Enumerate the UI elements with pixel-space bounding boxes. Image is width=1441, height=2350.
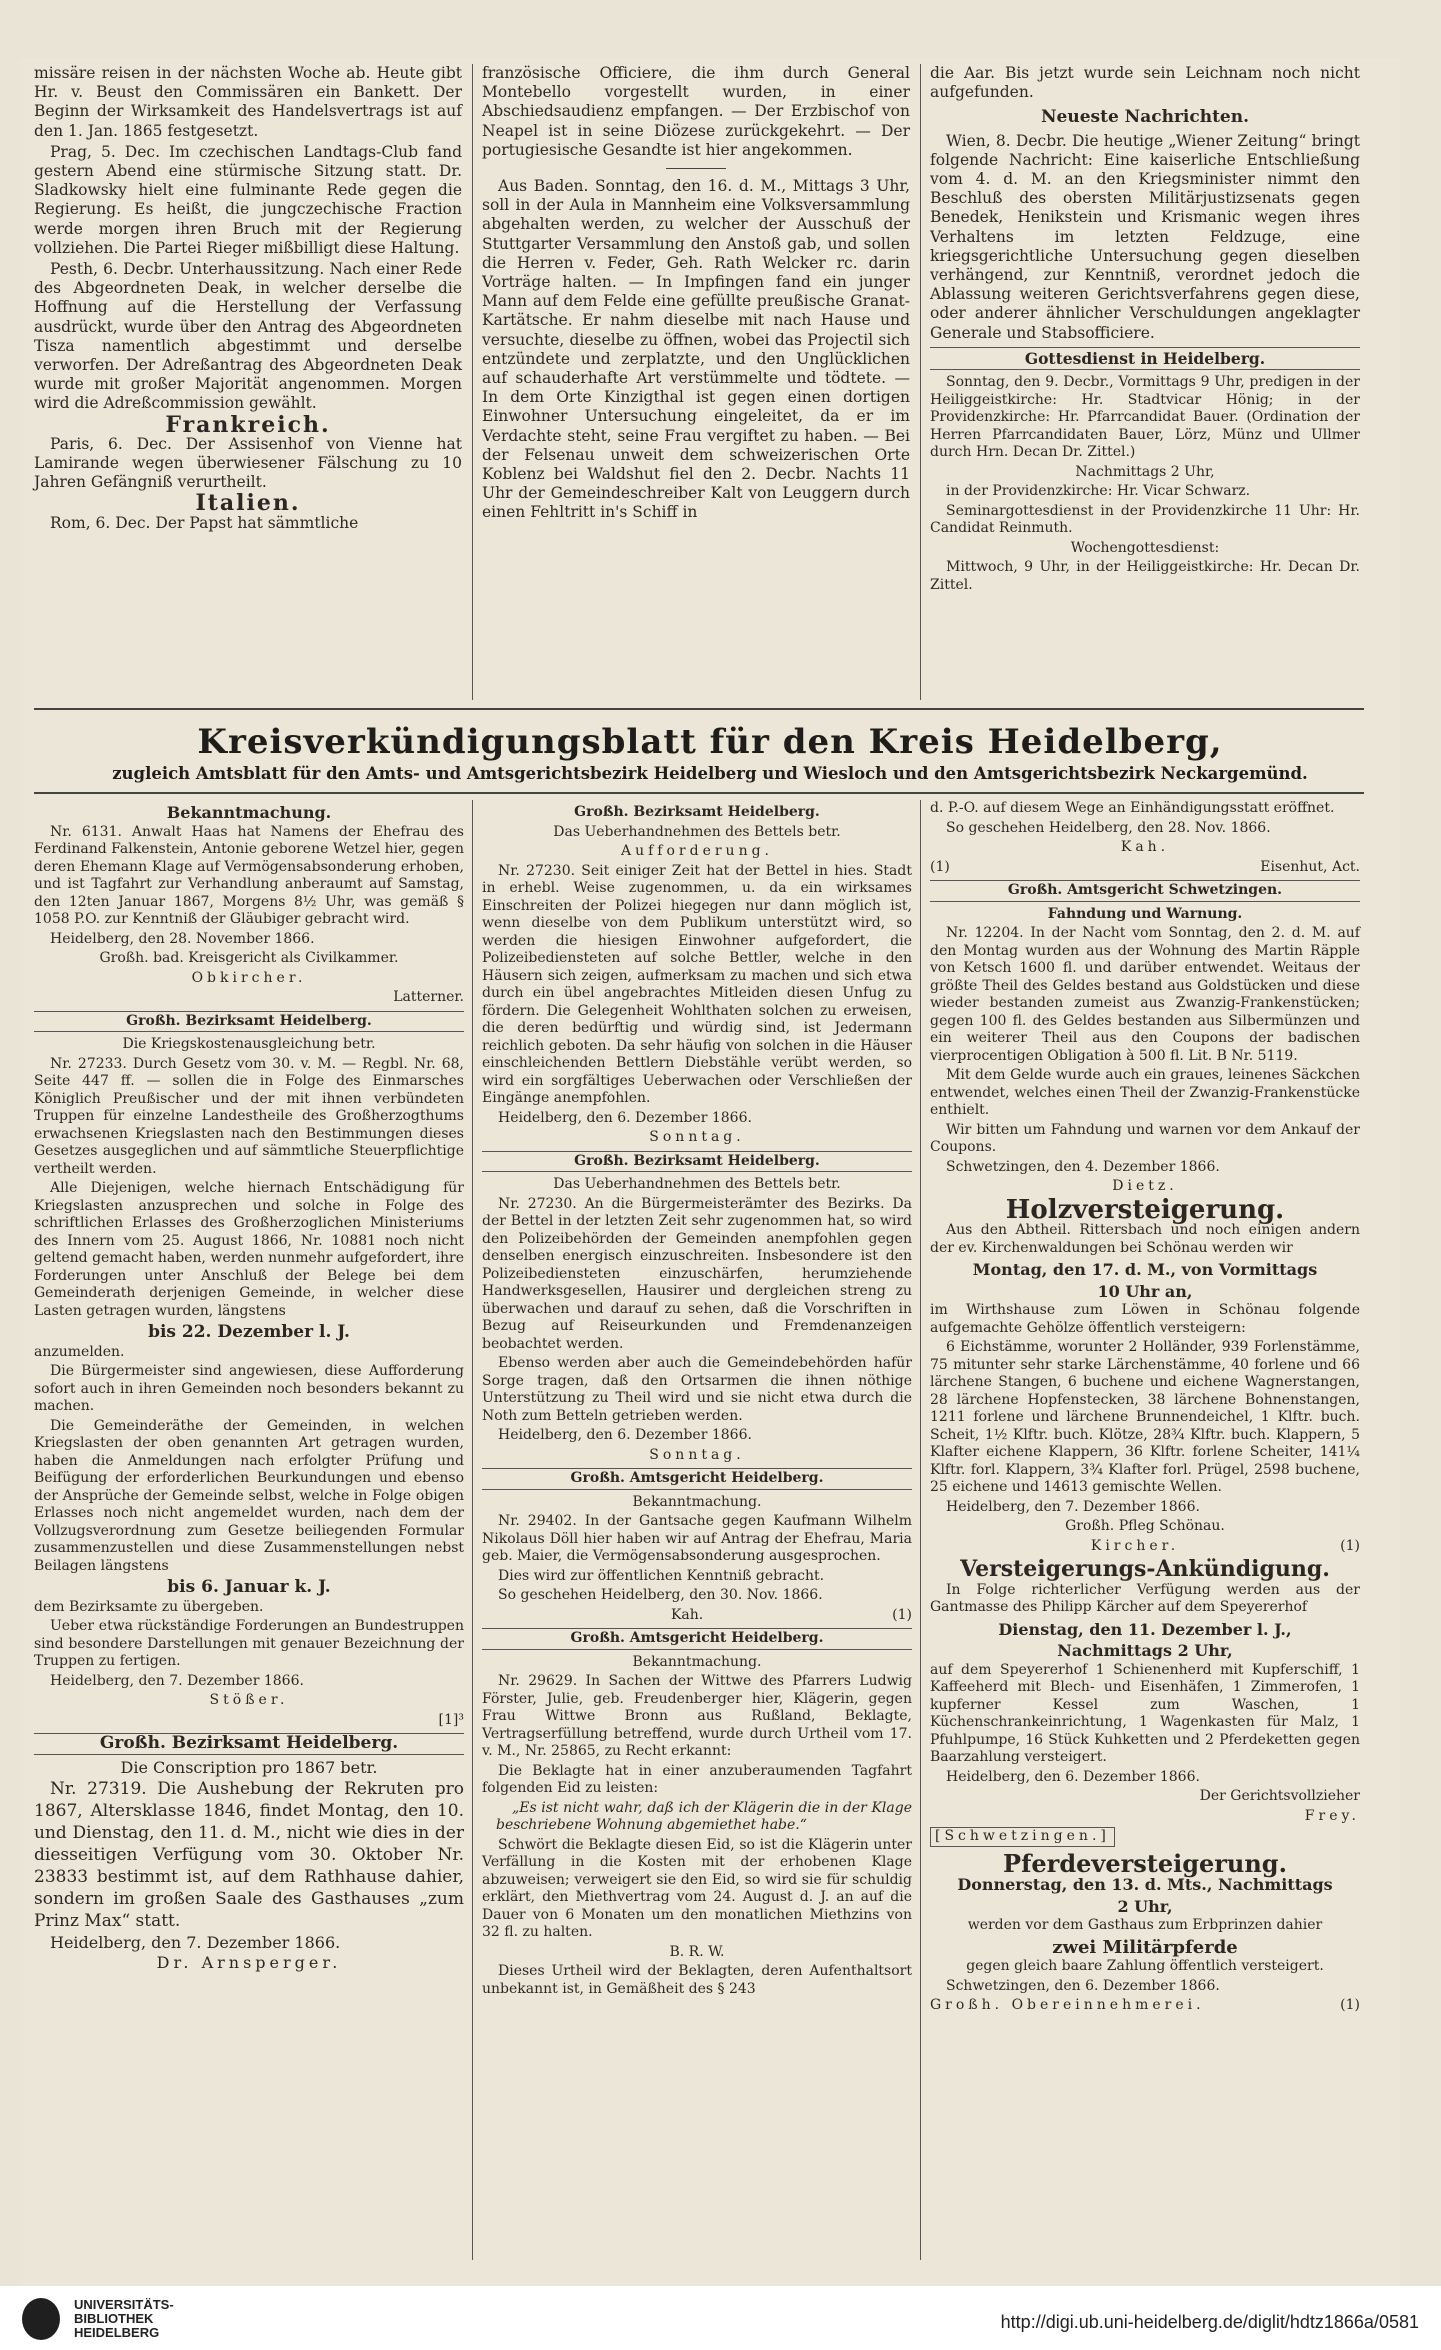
notice-text: Aus den Abtheil. Rittersbach und noch einigen andern der ev. Kirchenwaldungen bei Schönau werden wir <box>930 1222 1360 1256</box>
notice-signature: Sonntag. <box>649 1129 745 1145</box>
notice-signature: Stößer. <box>209 1692 289 1708</box>
section-heading-france: Frankreich. <box>165 411 331 438</box>
notice-mark-line <box>930 859 1360 877</box>
notice-text: d. P.-O. auf diesem Wege an Einhändigungsstatt eröffnet. <box>930 800 1335 816</box>
notice-text: Nr. 29402. In der Gantsache gegen Kaufmann Wilhelm Nikolaus Döll hier haben wir auf Antrag der Ehefrau, Maria geb. Maier, die Vermögensabsonderung ausgesprochen. <box>482 1513 912 1564</box>
notice-signature: Kircher. <box>1090 1537 1180 1554</box>
notice-signature: Dietz. <box>1112 1178 1178 1194</box>
notice-text: Heidelberg, den 7. Dezember 1866. <box>50 1933 341 1952</box>
article-text: missäre reisen in der nächsten Woche ab. Heute gibt Hr. v. Beust den Commissären ein Bankett. Der Beginn der Wirksamkeit des Handelsvertrags ist auf den 1. Jan. 1865 festgesetzt. <box>34 64 462 140</box>
article-text: Pesth, 6. Decbr. Unterhaussitzung. Nach einer Rede des Abgeordneten Deak, in welcher derselbe die Hoffnung auf die Herstellung der Verfassung ausdrückt, wurde über den Antrag des Abgeordneten Tisza namentlich abgestimmt und derselbe verworfen. Der Adreßantrag des Abgeordneten Deak wurde mit großer Majorität angenommen. Morgen wird die Adreßcommission gewählt. <box>34 260 462 413</box>
notice-subject: Das Ueberhandnehmen des Bettels betr. <box>553 823 841 840</box>
notice-signature: Kah. <box>670 1606 704 1623</box>
church-text: in der Providenzkirche: Hr. Vicar Schwarz. <box>946 483 1251 500</box>
notice-text: Nr. 29629. In Sachen der Wittwe des Pfarrers Ludwig Förster, Julie, geb. Freudenberger hier, Klägerin, gegen Frau Wittwe Bronn aus Rußland, Beklagte, Vertragserfüllung betreffend, wurde durch Urtheil vom 17. v. M., Nr. 25865, zu Recht erkannt: <box>482 1673 912 1759</box>
article-text: Prag, 5. Dec. Im czechischen Landtags-Club fand gestern Abend eine stürmische Sitzung statt. Dr. Sladkowsky hielt eine fulminante Rede gegen die Regierung. Es heißt, die jungczechische Fraction werde morgen ihren Bruch mit der Regierung vollziehen. Die Partei Rieger mißbilligt diese Haltung. <box>34 142 462 257</box>
banner-subtitle: zugleich Amtsblatt für den Amts- und Amtsgerichtsbezirk Heidelberg und Wiesloch und den Amtsgerichtsbezirk Neckargemünd. <box>112 764 1308 783</box>
notice-text: dem Bezirksamte zu übergeben. <box>34 1598 264 1615</box>
notice-text: Dieses Urtheil wird der Beklagten, deren Aufenthaltsort unbekannt ist, in Gemäßheit des § 243 <box>482 1963 912 1997</box>
notice-text: Die Bürgermeister sind angewiesen, diese Aufforderung sofort auch in ihren Gemeinden noch besonders bekannt zu machen. <box>34 1363 464 1414</box>
notice-text: Dies wird zur öffentlichen Kenntniß gebracht. <box>498 1567 825 1584</box>
notice-text: Großh. Pfleg Schönau. <box>1065 1518 1225 1534</box>
notice-heading: Bekanntmachung. <box>166 803 332 822</box>
column-rule <box>920 800 921 2260</box>
notice-text: Heidelberg, den 7. Dezember 1866. <box>50 1672 304 1689</box>
notice-text: Nr. 12204. In der Nacht vom Sonntag, den 2. d. M. auf den Montag wurden aus der Wohnung des Martin Räpple von Ketsch 1600 fl. und darüber entwendet. Weitaus der größte Theil des Geldes bestand aus Goldstücken und diese wieder bestanden zumeist aus Zwanzig-Frankenstücken; gegen 100 fl. des Geldes bestanden aus Silbermünzen und ein weiterer Theil aus den Coupons der badischen vierprocentigen Obligation à 500 fl. Lit. B Nr. 5119. <box>930 925 1360 1064</box>
section-divider <box>34 708 1364 710</box>
notice-text: So geschehen Heidelberg, den 28. Nov. 1866. <box>946 819 1271 836</box>
notice-text: Die Beklagte hat in einer anzuberaumenden Tagfahrt folgenden Eid zu leisten: <box>482 1762 912 1796</box>
church-service-heading: Gottesdienst in Heidelberg. <box>930 347 1360 370</box>
notice-mark: (1) <box>892 1606 912 1623</box>
notice-heading: Großh. Amtsgericht Schwetzingen. <box>930 880 1360 902</box>
notice-signature: Großh. Obereinnehmerei. <box>930 1997 1205 2013</box>
notice-signature-line <box>930 1997 1360 2015</box>
source-url-link[interactable]: http://digi.ub.uni-heidelberg.de/diglit/hdtz1866a/0581 <box>1000 2312 1419 2332</box>
banner-title: Kreisverkündigungsblatt für den Kreis Heidelberg, <box>197 722 1223 762</box>
notice-text: Heidelberg, den 7. Dezember 1866. <box>946 1498 1200 1515</box>
notice-text: Nr. 27233. Durch Gesetz vom 30. v. M. — Regbl. Nr. 68, Seite 447 ff. — sollen die in Folge des Einmarsches Königlich Preußischer und der mit ihnen verbündeten Truppen für einzelne Landestheile des Großherzogthums erwachsenen Kriegslasten nach den Bestimmungen dieses Gesetzes ausgeglichen und auf sämmtliche Steuerpflichtige vertheilt werden. <box>34 1055 464 1177</box>
notice-mark: (1) <box>1340 1997 1360 2013</box>
notice-text: So geschehen Heidelberg, den 30. Nov. 1866. <box>498 1587 823 1603</box>
notice-mark: (1) <box>930 858 950 875</box>
library-name-line: BIBLIOTHEK <box>74 2311 154 2326</box>
auction-date: Dienstag, den 11. Dezember l. J., <box>998 1619 1292 1639</box>
notice-signature: Kah. <box>1120 839 1170 855</box>
article-text: französische Officiere, die ihm durch General Montebello vorgestellt wurden, in einer Abschiedsaudienz empfangen. — Der Erzbischof von Neapel ist in seine Diözese zurückgekehrt. — Der portugiesische Gesandte ist hier angekommen. <box>482 64 910 159</box>
separator <box>666 168 726 169</box>
notice-heading: Großh. Amtsgericht Heidelberg. <box>482 1468 912 1490</box>
notice-signature <box>482 1607 912 1625</box>
article-text: Rom, 6. Dec. Der Papst hat sämmtliche <box>50 513 359 532</box>
notice-signature: Eisenhut, Act. <box>1260 858 1360 875</box>
notice-place: [Schwetzingen.] <box>930 1827 1115 1847</box>
notice-text: Die Gemeinderäthe der Gemeinden, in welchen Kriegslasten der oben genannten Art getragen wurden, haben die Anmeldungen nach erfolgter Prüfung und Beifügung der erforderlichen Beurkundungen und ebenso der Ansprüche der Gemeinde selbst, welche in Folge obigen Erlasses noch nicht angemeldet wurden, nach dem der Vollzugsverordnung zum Gesetze beiliegenden Formular zusammenzustellen und diese Zusammenstellungen nebst Beilagen längstens <box>34 1417 464 1574</box>
column-rule <box>472 800 473 2260</box>
notice-text: Ueber etwa rückständige Forderungen an Bundestruppen sind besondere Darstellungen mit genauer Bezeichnung der Truppen zu fertigen. <box>34 1618 464 1669</box>
notice-text: Nr. 27319. Die Aushebung der Rekruten pro 1867, Altersklasse 1846, findet Montag, den 10. und Dienstag, den 11. d. M., nicht wie dies in der diesseitigen Verfügung vom 30. Oktober Nr. 23833 bestimmt ist, auf dem Rathhause dahier, sondern im großen Saale des Gasthauses „zum Prinz Max“ statt. <box>34 1779 464 1931</box>
top-column-3 <box>930 64 1360 596</box>
library-logo-icon <box>22 2298 60 2340</box>
auction-date: Montag, den 17. d. M., von Vormittags <box>972 1260 1318 1279</box>
notice-text: Nr. 27230. Seit einiger Zeit hat der Bettel in hies. Stadt in erhebl. Weise zugenommen, u. da ein wirksames Einschreiten der Polizei hiegegen nur dann möglich ist, wenn dieselbe von dem Publikum unterstützt wird, so werden die hiesigen Einwohner aufgefordert, die Polizeibediensteten auf solche Bettler, welche in den Häusern sich zeigen, aufmerksam zu machen und sich etwa durch ein übel angebrachtes Mitleiden diesen Unfug zu fördern. Die Gelegenheit Wohlthaten solchen zu erweisen, die deren bedürftig und würdig sind, ist Jedermann reichlich geboten. Da sehr häufig von solchen in die Häuser einschleichenden Bettlern Diebstähle verübt werden, so wird ein sorgfältiges Ueberwachen oder Verschließen der Eingänge anempfohlen. <box>482 862 912 1106</box>
notice-text: Wir bitten um Fahndung und warnen vor dem Ankauf der Coupons. <box>930 1121 1360 1155</box>
notice-text: gegen gleich baare Zahlung öffentlich versteigert. <box>966 1958 1324 1974</box>
notice-subject: Fahndung und Warnung. <box>1047 905 1243 922</box>
top-column-1 <box>34 64 462 535</box>
notice-text: In Folge richterlicher Verfügung werden aus der Gantmasse des Philipp Kärcher auf dem Speyererhof <box>930 1581 1360 1615</box>
notice-mark: (1) <box>1340 1537 1360 1554</box>
notice-text: B. R. W. <box>669 1943 725 1960</box>
notice-text: Großh. bad. Kreisgericht als Civilkammer. <box>99 950 399 966</box>
latest-news-heading: Neueste Nachrichten. <box>1040 107 1250 128</box>
notice-text: Heidelberg, den 28. November 1866. <box>50 930 315 947</box>
notice-text: Heidelberg, den 6. Dezember 1866. <box>498 1109 752 1126</box>
notice-heading: Großh. Bezirksamt Heidelberg. <box>574 804 820 820</box>
library-name <box>74 2298 174 2340</box>
church-text: Wochengottesdienst: <box>1070 539 1220 556</box>
notice-subject: Die Conscription pro 1867 betr. <box>120 1757 378 1777</box>
church-text: Mittwoch, 9 Uhr, in der Heiliggeistkirche: Hr. Decan Dr. Zittel. <box>930 559 1360 593</box>
auction-date: Donnerstag, den 13. d. Mts., Nachmittags <box>957 1875 1333 1894</box>
church-text: Sonntag, den 9. Decbr., Vormittags 9 Uhr, predigen in der Heiliggeistkirche: Hr. Stadtvicar Hönig; in der Providenzkirche: Hr. Pfarrcandidat Bauer. (Ordination der Herren Pfarrcandidaten Bauer, Lörz, Münz und Ullmer durch Hrn. Decan Dr. Zittel.) <box>930 374 1360 461</box>
notice-signature: Latterner. <box>393 989 464 1005</box>
notice-signature-line <box>930 1538 1360 1556</box>
notice-text: Heidelberg, den 6. Dezember 1866. <box>946 1768 1200 1785</box>
section-divider <box>34 792 1364 794</box>
notice-heading: Großh. Bezirksamt Heidelberg. <box>34 1011 464 1033</box>
article-text: Paris, 6. Dec. Der Assisenhof von Vienne hat Lamirande wegen überwiesener Fälschung zu 10 Jahren Gefängniß verurtheilt. <box>34 434 462 492</box>
notice-text: Schwetzingen, den 6. Dezember 1866. <box>946 1977 1220 1994</box>
notice-text: Der Gerichtsvollzieher <box>1199 1788 1360 1804</box>
auction-time: 2 Uhr, <box>1117 1896 1173 1916</box>
church-text: Seminargottesdienst in der Providenzkirche 11 Uhr: Hr. Candidat Reinmuth. <box>930 502 1360 537</box>
notice-heading: Großh. Amtsgericht Heidelberg. <box>482 1628 912 1650</box>
notice-text: auf dem Speyererhof 1 Schienenherd mit Kupferschiff, 1 Kaffeeherd mit Blech- und Eisenhäfen, 1 Zimmerofen, 1 kupferner Kessel zum Waschen, 1 Küchenschrankeinrichtung, 1 Wagenkasten für Malz, 1 Pfuhlpumpe, 16 Stück Kuhketten und 2 Pferdeketten gegen Baarzahlung versteigert. <box>930 1661 1360 1765</box>
notice-signature: Frey. <box>1304 1807 1360 1824</box>
notice-text: anzumelden. <box>34 1343 125 1360</box>
footer-bar <box>0 2286 1441 2350</box>
notice-mark: [1]³ <box>438 1711 464 1728</box>
column-rule <box>920 64 921 700</box>
notice-subject: Das Ueberhandnehmen des Bettels betr. <box>553 1176 841 1192</box>
notice-subject: Bekanntmachung. <box>632 1493 762 1510</box>
notice-text: Mit dem Gelde wurde auch ein graues, leinenes Säckchen entwendet, welches einen Theil der Zwanzig-Frankenstücke enthielt. <box>930 1067 1360 1118</box>
notice-text: im Wirthshause zum Löwen in Schönau folgende aufgemachte Gehölze öffentlich versteigern: <box>930 1302 1360 1336</box>
auction-heading: Pferdeversteigerung. <box>1003 1848 1287 1878</box>
notice-subject: Bekanntmachung. <box>632 1653 762 1670</box>
auction-time: 10 Uhr an, <box>1097 1281 1193 1301</box>
notice-text: Nr. 6131. Anwalt Haas hat Namens der Ehefrau des Ferdinand Falkenstein, Antonie geborene Wetzel hier, gegen deren Ehemann Klage auf Vermögensabsonderung erhoben, und ist Tagfahrt zur Verhandlung anberaumt auf Samstag, den 12ten Januar 1867, Morgens 8½ Uhr, was gemäß § 1058 P.O. zur Kenntniß der Gläubiger gebracht wird. <box>34 823 464 927</box>
notice-text: Schwört die Beklagte diesen Eid, so ist die Klägerin unter Verfällung in die Kosten mit der erhobenen Klage abzuweisen; verweigert sie den Eid, so wird sie für schuldig erklärt, den Miethvertrag vom 24. August d. J. an auf die Dauer von 6 Monaten um den monatlichen Miethzins von 32 fl. zu halten. <box>482 1836 912 1940</box>
top-column-2 <box>482 64 910 525</box>
bottom-column-3 <box>930 800 1360 2017</box>
article-text: Aus Baden. Sonntag, den 16. d. M., Mittags 3 Uhr, soll in der Aula in Mannheim eine Volksversammlung abgehalten werden, zu welcher der Ausschuß der Stuttgarter Versammlung den Anstoß gab, und sollen die Herren v. Feder, Geh. Rath Welcker rc. darin Vorträge halten. — In Impfingen fand ein junger Mann auf dem Felde eine gefüllte preußische Granat-Kartätsche. Er nahm dieselbe mit nach Hause und versuchte, dieselbe zu öffnen, wobei das Projectil sich entzündete und zerplatzte, und den Unglücklichen auf schauderhafte Art verstümmelte und tödtete. — In dem Orte Kinzigthal ist gegen einen dortigen Einwohner Untersuchung eingeleitet, da er im Verdachte steht, seine Frau vergiftet zu haben. — Bei der Felsenau unweit dem schweizerischen Orte Koblenz bei Waldshut fiel den 2. Decbr. Nachts 11 Uhr der Gemeindeschreiber Kalt von Leuggern durch einen Fehltritt in's Schiff in <box>482 177 910 522</box>
bottom-column-1 <box>34 800 464 1973</box>
notice-heading: Großh. Bezirksamt Heidelberg. <box>482 1151 912 1173</box>
auction-heading: Holzversteigerung. <box>1005 1194 1285 1225</box>
notice-signature: Sonntag. <box>649 1446 745 1463</box>
church-text: Nachmittags 2 Uhr, <box>1075 463 1215 480</box>
article-text: die Aar. Bis jetzt wurde sein Leichnam noch nicht aufgefunden. <box>930 64 1360 102</box>
notice-text: werden vor dem Gasthaus zum Erbprinzen dahier <box>967 1917 1323 1933</box>
notice-text: 6 Eichstämme, worunter 2 Holländer, 939 Forlenstämme, 75 mitunter sehr starke Lärchenstämme, 40 forlene und 66 lärchene Stangen, 6 buchene und eichene Wagnerstangen, 28 lärchene Hopfenstecken, 38 lärchene Bohnenstangen, 1211 forlene und lärchene Brunnendeichel, 1 Klftr. buch. Scheit, 1½ Klftr. buch. Klötze, 28¾ Klftr. buch. Klappern, 5 Klafter eichene Klappern, 36 Klftr. forlene Scheiter, 141¼ Klftr. forl. Klappern, 3¾ Klafter forl. Prügel, 2598 buchene, 25 eichene und 14613 gemischte Wellen. <box>930 1339 1360 1495</box>
auction-time: Nachmittags 2 Uhr, <box>1057 1641 1233 1660</box>
notice-heading: Großh. Bezirksamt Heidelberg. <box>34 1733 464 1755</box>
deadline-date: bis 6. Januar k. J. <box>167 1577 331 1597</box>
column-rule <box>472 64 473 700</box>
library-name-line: UNIVERSITÄTS- <box>74 2297 174 2312</box>
deadline-date: bis 22. Dezember l. J. <box>148 1322 350 1342</box>
auction-heading: Versteigerungs-Ankündigung. <box>960 1556 1330 1582</box>
section-heading-italy: Italien. <box>195 490 301 517</box>
notice-signature: Dr. Arnsperger. <box>156 1952 342 1972</box>
notice-text: Nr. 27230. An die Bürgermeisterämter des Bezirks. Da der Bettel in der letzten Zeit sehr zugenommen hat, so wird den Polizeibehörden der Gemeinden anempfohlen gegen denselben energisch einzuschreiten. Insbesondere ist den Polizeibediensteten einzuschärfen, herumziehende Handwerksgesellen, Hausirer und dergleichen streng zu überwachen und darauf zu sehen, daß die Vorschriften in Bezug auf Reiseurkunden und Fremdenanzeigen beobachtet werden. <box>482 1195 912 1352</box>
bottom-column-2 <box>482 800 912 2000</box>
article-text: Wien, 8. Decbr. Die heutige „Wiener Zeitung“ bringt folgende Nachricht: Eine kaiserliche Entschließung vom 4. d. M. an den Kriegsminister nimmt den Beschluß des obersten Militärjustizsenats gegen Benedek, Henikstein und Krismanic wegen ihres Verhaltens im letzten Feldzuge, eine kriegsgerichtliche Untersuchung gegen dieselben verhängend, zur Kenntniß, verordnet jedoch die Ablassung weiteren Gerichtsverfahrens gegen diese, oder anderer ähnlicher Verschuldungen angeklagter Generale und Stabsofficiere. <box>930 131 1360 342</box>
notice-text: Heidelberg, den 6. Dezember 1866. <box>498 1427 752 1443</box>
notice-text: Ebenso werden aber auch die Gemeindebehörden hafür Sorge tragen, daß den Ortsarmen die ihnen nöthige Unterstützung zu Theil wird und sie nicht etwa durch die Noth zum Betteln getrieben werden. <box>482 1355 912 1424</box>
notice-title: Aufforderung. <box>621 843 773 859</box>
notice-signature: Obkircher. <box>191 969 307 986</box>
notice-text: „Es ist nicht wahr, daß ich der Klägerin die in der Klage beschriebene Wohnung abgemiethet habe.“ <box>496 1799 912 1833</box>
notice-text: Schwetzingen, den 4. Dezember 1866. <box>946 1158 1220 1175</box>
notice-subject: Die Kriegskostenausgleichung betr. <box>122 1036 376 1052</box>
notice-text: Alle Diejenigen, welche hiernach Entschädigung für Kriegslasten anzusprechen und solche in Folge des schriftlichen Erlasses des Großherzoglichen Ministeriums des Innern vom 25. August 1866, Nr. 10881 noch nicht geltend gemacht haben, werden nunmehr aufgefordert, ihre Forderungen unter Anschluß der Belege bei dem Gemeinderath derjenigen Gemeinde, in welcher diese Lasten getragen wurden, längstens <box>34 1180 464 1319</box>
library-name-line: HEIDELBERG <box>74 2325 160 2340</box>
auction-item: zwei Militärpferde <box>1052 1936 1238 1958</box>
